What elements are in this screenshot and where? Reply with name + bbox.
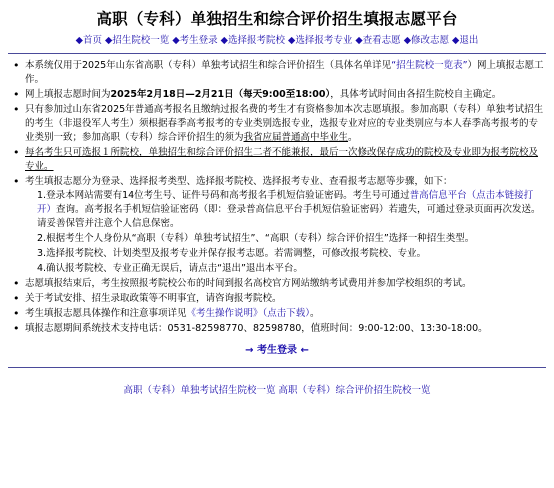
filing-period: 2025年2月18日—2月21日（每天9:00至18:00） (110, 89, 331, 100)
list-item (12, 146, 544, 174)
page-title: 高职（专科）单独招生和综合评价招生填报志愿平台 (96, 10, 458, 28)
guide-download-link[interactable]: 《考生操作说明》（点击下载） (186, 308, 311, 319)
step-item: 3.选择报考院校、计划类型及报考专业并保存报考志愿。若需调整，可修改报考院校、专业。 (37, 248, 427, 259)
list-item: • 考生填报志愿分为登录、选择报考类型、选择报考院校、选择报考专业、查看报考志愿等步骤，如下： 1.登录本网站需要有14位考生号、证件号码和高考报名手机短信验证密码。考生号可通过普高信息平台（点击本链接打开）查询。高考报名手机短信验证密码（即：登录普高信息平台手机短信验证密码）若遗失，可通过登录页面再次发送。请妥善保管并注意个人信息保密。 2.根据考生个人身份从“高职（专科）单独考试招生”、“高职（专科）综合评价招生”选择一种招生类型。 3.选择报考院校、计划类型及报考专业并保存报考志愿。若需调整，可修改报考院校、专业。 4.确认报考院校、专业正确无误后，请点击“退出”退出本平台。 (12, 175, 544, 276)
footer-single-exam-link[interactable]: 高职（专科）单独考试招生院校一览 (123, 385, 276, 396)
list-item: • 关于考试安排、招生录取政策等不明事宜，请咨询报考院校。 (12, 292, 544, 306)
top-divider (8, 53, 546, 54)
step-item: 1.登录本网站需要有14位考生号、证件号码和高考报名手机短信验证密码。考生号可通过普高信息平台（点击本链接打开）查询。高考报名手机短信验证密码（即：登录普高信息平台手机短信验证密码）若遗失，可通过登录页面再次发送。请妥善保管并注意个人信息保密。 (37, 190, 541, 229)
list-item: • 志愿填报结束后，考生按照报考院校公布的时间到报名高校官方网站缴纳考试费用并参加学校组织的考试。 (12, 277, 544, 291)
steps-list (25, 189, 544, 276)
top-nav (6, 34, 548, 47)
footer-comprehensive-link[interactable]: 高职（专科）综合评价招生院校一览 (278, 385, 431, 396)
nav-select-major[interactable]: ◆选择报考专业 (288, 35, 353, 46)
nav-student-login[interactable]: ◆考生登录 (172, 35, 218, 46)
nav-school-list[interactable]: ◆招生院校一览 (104, 35, 170, 46)
info-platform-link[interactable]: 普高信息平台（点击本链接打开） (37, 190, 534, 215)
footer (6, 384, 548, 398)
nav-home[interactable]: ◆首页 (75, 35, 102, 46)
school-list-link[interactable]: “招生院校一览表” (391, 60, 468, 71)
support-phone: 填报志愿期间系统技术支持电话：0531-82598770、82598780，值班时间：9:00-12:00、13:30-18:00。 (25, 323, 488, 334)
nav-edit-choices[interactable]: ◆修改志愿 (403, 35, 450, 46)
single-choice-rule: 每名考生只可选报１所院校，单独招生和综合评价招生二者不能兼报，最后一次修改保存成功的院校及专业即为报考院校及专业。 (25, 147, 539, 172)
list-item: • 考生填报志愿具体操作和注意事项详见《考生操作说明》（点击下载）。 (12, 307, 544, 321)
nav-view-choices[interactable]: ◆查看志愿 (355, 35, 401, 46)
bottom-divider (8, 367, 546, 368)
student-login-link[interactable]: → 考生登录 ← (245, 345, 309, 356)
list-item: • 网上填报志愿时间为2025年2月18日—2月21日（每天9:00至18:00），具体考试时间由各招生院校自主确定。 (12, 88, 544, 102)
list-item: • 只有参加过山东省2025年普通高考报名且缴纳过报名费的考生才有资格参加本次志愿填报。参加高职（专科）单独考试招生的考生（非退役军人考生）须根据春季高考报考的专业类别选报专业，选报专业对应的专业类别应与本人春季高考报考的专业类别一致；参加高职（专科）综合评价招生的须为我省应届普通高中毕业生。 (12, 103, 544, 145)
list-item: • 本系统仅用于2025年山东省高职（专科）单独考试招生和综合评价招生（具体名单详见“招生院校一览表”）网上填报志愿工作。 (12, 59, 544, 87)
list-item (12, 322, 544, 336)
step-item: 2.根据考生个人身份从“高职（专科）单独考试招生”、“高职（专科）综合评价招生”选择一种招生类型。 (37, 233, 475, 244)
step-item: 4.确认报考院校、专业正确无误后，请点击“退出”退出本平台。 (37, 263, 303, 274)
nav-logout[interactable]: ◆退出 (452, 35, 479, 46)
notice-list (6, 59, 548, 336)
nav-select-school[interactable]: ◆选择报考院校 (220, 35, 285, 46)
